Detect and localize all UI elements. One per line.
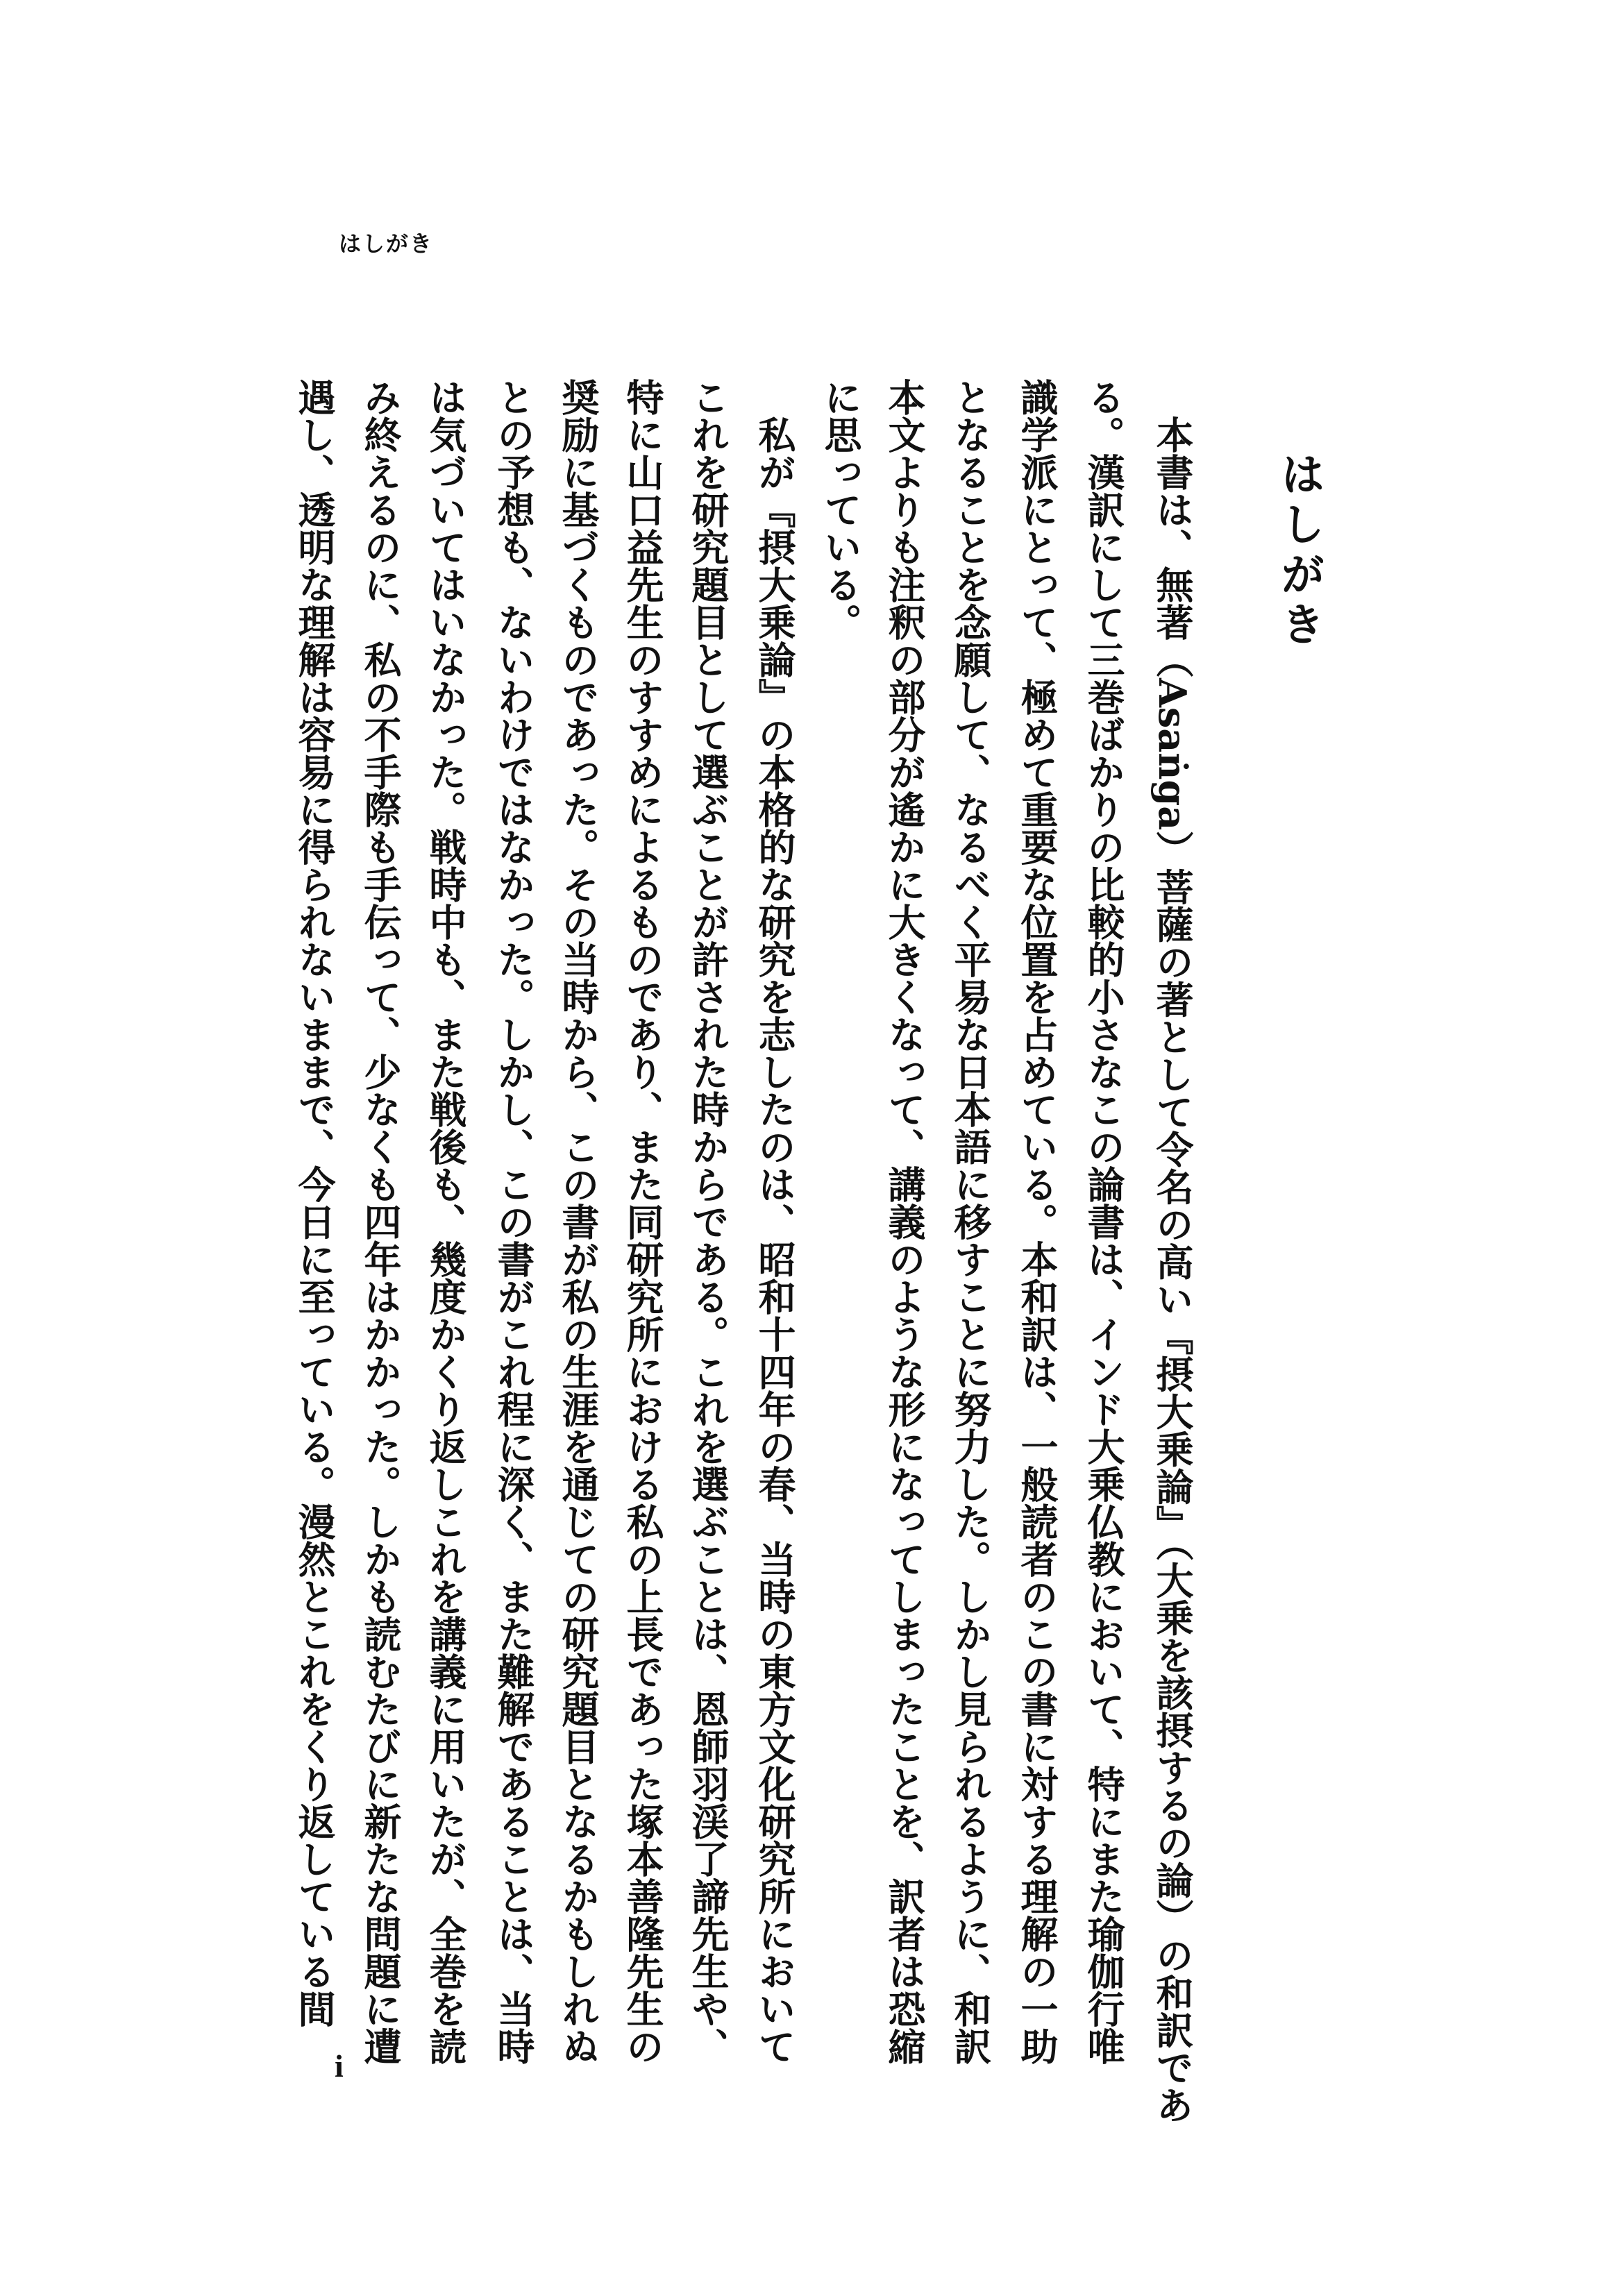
text-column: み終えるのに、私の不手際も手伝って、少なくも四年はかかった。しかも読むたびに新たな問題に遭	[358, 378, 403, 2065]
text-column: 本書は、無著（Asaṅga）菩薩の著として令名の高い『摂大乗論』（大乗を該摂するの論）の和訳であ	[1150, 416, 1195, 2124]
text-column: 私が『摂大乗論』の本格的な研究を志したのは、昭和十四年の春、当時の東方文化研究所において	[752, 416, 797, 2065]
page-title: はしがき	[1273, 451, 1325, 651]
text-column: 本文よりも注釈の部分が遙かに大きくなって、講義のような形になってしまったことを、訳者は恐縮	[882, 378, 927, 2065]
text-column: これを研究題目として選ぶことが許された時からである。これを選ぶことは、恩師羽渓了諦先生や、	[686, 378, 730, 2065]
text-column: との予想も、ないわけではなかった。しかし、この書がこれ程に深く、また難解であることは、当時	[491, 378, 536, 2065]
text-column: は気づいてはいなかった。戦時中も、また戦後も、幾度かくり返しこれを講義に用いたが、全巻を読	[423, 378, 468, 2065]
text-column: に思っている。	[818, 378, 863, 641]
text-column: 遇し、透明な理解は容易に得られないままで、今日に至っている。漫然とこれをくり返している間	[292, 378, 337, 2027]
text-column: となることを念願して、なるべく平易な日本語に移すことに努力した。しかし見られるように、和訳	[948, 378, 993, 2065]
text-column: 識学派にとって、極めて重要な位置を占めている。本和訳は、一般読者のこの書に対する理解の一助	[1015, 378, 1059, 2065]
page-number: i	[335, 2048, 344, 2084]
text-column: る。漢訳にして三巻ばかりの比較的小さなこの論書は、インド大乗仏教において、特にまた瑜伽行唯	[1082, 378, 1126, 2065]
running-head: はしがき	[339, 230, 434, 257]
text-column: 奨励に基づくものであった。その当時から、この書が私の生涯を通じての研究題目となるかもしれぬ	[556, 378, 600, 2065]
text-column: 特に山口益先生のすすめによるものであり、また同研究所における私の上長であった塚本善隆先生の	[621, 378, 665, 2065]
